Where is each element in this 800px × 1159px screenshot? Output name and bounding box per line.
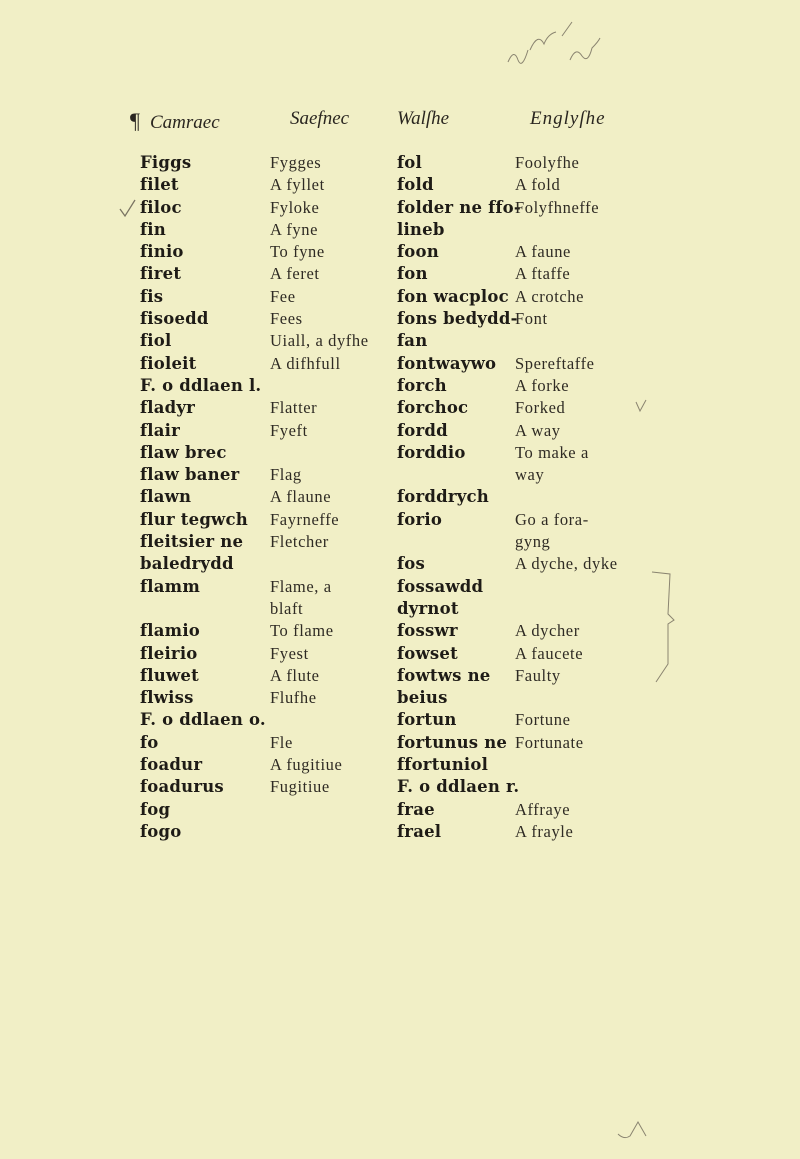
glossary-row [0, 754, 800, 776]
english-word: A frayle [515, 821, 574, 841]
welsh-word: filet [140, 175, 179, 195]
saxon-word: Fyeft [270, 420, 308, 440]
glossary-row [0, 308, 800, 330]
english-word: A ftaffe [515, 264, 571, 284]
pencil-mark-bottom [616, 1118, 652, 1142]
welsh-word: fis [140, 286, 164, 306]
glossary-row [0, 353, 800, 375]
saxon-word: To flame [270, 621, 334, 641]
english-word: Spereftaffe [515, 353, 595, 373]
saxon-word: Fyloke [270, 197, 320, 217]
glossary-rows [0, 152, 800, 843]
welsh-word-2: fold [397, 175, 434, 195]
welsh-word: fisoedd [140, 309, 209, 329]
welsh-word-2: F. o ddlaen r. [397, 777, 520, 797]
glossary-row [0, 375, 800, 397]
saxon-word: To fyne [270, 242, 325, 262]
glossary-row [0, 776, 800, 798]
saxon-word: Flag [270, 465, 302, 485]
glossary-row [0, 598, 800, 620]
glossary-row [0, 643, 800, 665]
welsh-word: filoc [140, 197, 182, 217]
welsh-word-2: fowset [397, 643, 458, 663]
welsh-word-2: forchoc [397, 398, 469, 418]
welsh-word-2: fortun [397, 710, 457, 730]
pencil-scribble-top [500, 10, 610, 72]
saxon-word: blaft [270, 598, 304, 618]
english-word: A dycher [515, 621, 580, 641]
saxon-word: A flaune [270, 487, 332, 507]
welsh-word-2: fos [397, 554, 425, 574]
welsh-word-2: fol [397, 153, 422, 172]
welsh-word-2: forio [397, 509, 443, 529]
glossary-row [0, 799, 800, 821]
welsh-word-2: folder ne ffo- [397, 197, 521, 217]
english-word: Go a fora- [515, 509, 589, 529]
welsh-word: fogo [140, 821, 182, 841]
welsh-word: flawn [140, 487, 192, 507]
header-camraec: ¶ Camraec [130, 108, 220, 133]
saxon-word: Fees [270, 309, 303, 329]
glossary-row [0, 687, 800, 709]
glossary-row [0, 821, 800, 843]
welsh-word-2: fontwaywo [397, 353, 497, 373]
english-word: gyng [515, 532, 551, 552]
welsh-word: fo [140, 732, 159, 752]
welsh-word-2: dyrnot [397, 598, 459, 618]
welsh-word: flur tegwch [140, 509, 248, 529]
welsh-word: fladyr [140, 398, 196, 418]
header-saefnec: Saefnec [290, 108, 350, 129]
welsh-word-2: frael [397, 821, 442, 841]
english-word: A faune [515, 242, 571, 262]
english-word: A faucete [515, 643, 584, 663]
welsh-word-2: frae [397, 799, 435, 819]
english-word: A forke [515, 375, 570, 395]
saxon-word: A fugitiue [270, 755, 343, 775]
welsh-word: Figgs [140, 153, 192, 172]
welsh-word: flamio [140, 621, 200, 641]
glossary-row [0, 286, 800, 308]
glossary-row [0, 553, 800, 575]
welsh-word-2: fons bedydd- [397, 309, 518, 329]
welsh-word: flamm [140, 576, 200, 596]
saxon-word: Fyest [270, 643, 309, 663]
saxon-word: Fayrneffe [270, 509, 340, 529]
saxon-word: Fee [270, 286, 296, 306]
english-word: Faulty [515, 665, 561, 685]
welsh-word-2: fordd [397, 420, 448, 440]
saxon-word: Fygges [270, 153, 322, 172]
saxon-word: Flatter [270, 398, 318, 418]
glossary-row [0, 241, 800, 263]
welsh-word-2: fowtws ne [397, 665, 491, 685]
glossary-row [0, 464, 800, 486]
welsh-word-2: forddio [397, 442, 466, 462]
english-word: Affraye [515, 799, 571, 819]
english-word: Foolyfhe [515, 153, 580, 172]
saxon-word: Fle [270, 732, 293, 752]
glossary-row [0, 709, 800, 731]
english-word: To make a [515, 442, 589, 462]
glossary-row [0, 576, 800, 598]
saxon-word: A difhfull [270, 353, 341, 373]
english-word: A fold [515, 175, 561, 195]
welsh-word-2: lineb [397, 219, 445, 239]
glossary-row [0, 665, 800, 687]
welsh-word: fleirio [140, 643, 198, 663]
welsh-word: baledrydd [140, 554, 234, 574]
welsh-word-2: foon [397, 242, 439, 262]
glossary-row [0, 197, 800, 219]
saxon-word: Fugitiue [270, 777, 330, 797]
english-word: A crotche [515, 286, 585, 306]
welsh-word: fioleit [140, 353, 197, 373]
english-word: Fortunate [515, 732, 584, 752]
welsh-word: finio [140, 242, 184, 262]
welsh-word: fiol [140, 331, 172, 351]
welsh-word-2: ffortuniol [397, 755, 489, 775]
saxon-word: A feret [270, 264, 320, 284]
welsh-word: F. o ddlaen o. [140, 710, 266, 730]
glossary-row [0, 397, 800, 419]
welsh-word: firet [140, 264, 182, 284]
welsh-word: flwiss [140, 688, 194, 708]
glossary-row [0, 486, 800, 508]
glossary-row [0, 420, 800, 442]
english-word: Forked [515, 398, 566, 418]
welsh-word-2: fosswr [397, 621, 458, 641]
welsh-word-2: forddrych [397, 487, 489, 507]
welsh-word: foadur [140, 755, 203, 775]
glossary-row [0, 174, 800, 196]
english-word: Font [515, 309, 548, 329]
english-word: A way [515, 420, 561, 440]
pilcrow-icon: ¶ [130, 108, 140, 133]
welsh-word-2: fortunus ne [397, 732, 508, 752]
welsh-word: foadurus [140, 777, 224, 797]
saxon-word: Fletcher [270, 532, 329, 552]
welsh-word-2: fan [397, 331, 428, 351]
welsh-word: fluwet [140, 665, 199, 685]
english-word: way [515, 465, 545, 485]
welsh-word: fog [140, 799, 171, 819]
glossary-row [0, 442, 800, 464]
saxon-word: Flufhe [270, 688, 317, 708]
header-walshe: Walſhe [397, 108, 450, 129]
english-word: A dyche, dyke [515, 554, 618, 574]
welsh-word-2: fossawdd [397, 576, 484, 596]
welsh-word-2: beius [397, 688, 448, 708]
glossary-row [0, 152, 800, 174]
glossary-row [0, 263, 800, 285]
welsh-word-2: forch [397, 375, 447, 395]
welsh-word: F. o ddlaen l. [140, 375, 262, 395]
glossary-row [0, 732, 800, 754]
saxon-word: A flute [270, 665, 320, 685]
saxon-word: A fyne [270, 219, 319, 239]
column-headers [0, 108, 800, 138]
english-word: Fortune [515, 710, 571, 730]
header-englyshe: Englyſhe [530, 108, 606, 129]
welsh-word: fleitsier ne [140, 532, 244, 552]
english-word: Folyfhneffe [515, 197, 600, 217]
welsh-word: flaw baner [140, 465, 240, 485]
glossary-row [0, 620, 800, 642]
welsh-word: flair [140, 420, 181, 440]
saxon-word: A fyllet [270, 175, 325, 195]
welsh-word: flaw brec [140, 442, 227, 462]
glossary-row [0, 509, 800, 531]
saxon-word: Uiall, a dyfhe [270, 331, 369, 351]
welsh-word-2: fon [397, 264, 428, 284]
saxon-word: Flame, a [270, 576, 332, 596]
glossary-row [0, 219, 800, 241]
welsh-word: fin [140, 219, 166, 239]
glossary-row [0, 330, 800, 352]
glossary-row [0, 531, 800, 553]
welsh-word-2: fon wacploc [397, 286, 509, 306]
